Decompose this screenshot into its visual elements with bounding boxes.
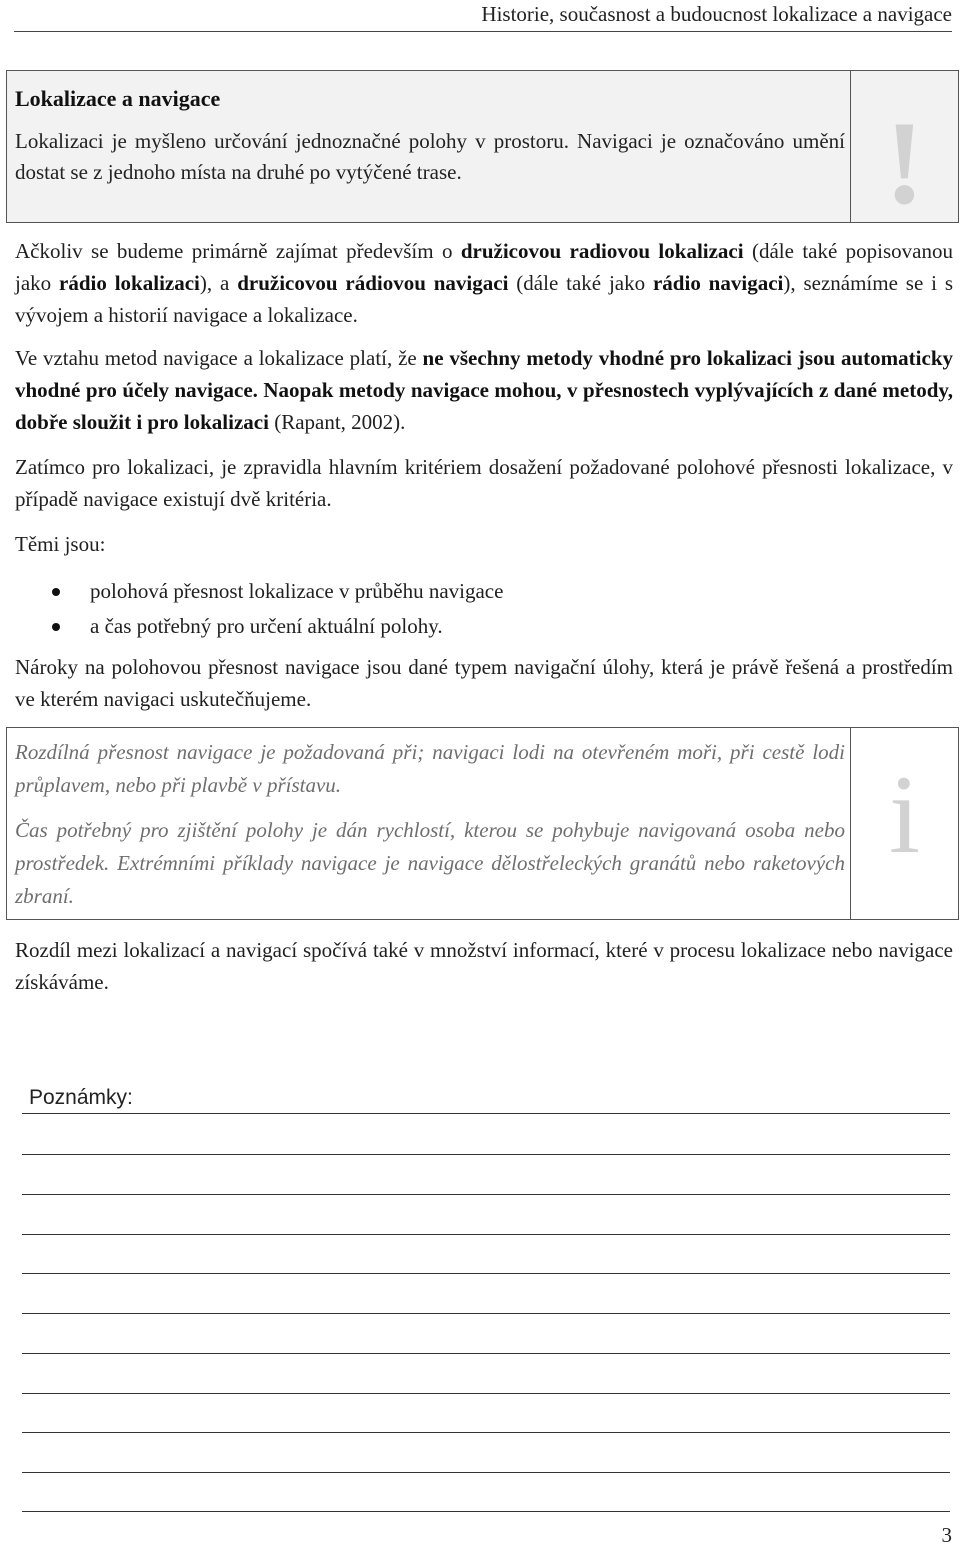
bullet-icon bbox=[52, 623, 60, 631]
paragraph-list-intro: Těmi jsou: bbox=[15, 532, 106, 556]
list-item-text: a čas potřebný pro určení aktuální polohy. bbox=[90, 614, 443, 638]
paragraph-methods bbox=[15, 342, 953, 438]
criteria-list bbox=[15, 574, 915, 644]
list-item-text: polohová přesnost lokalizace v průběhu navigace bbox=[90, 579, 504, 603]
text-run: Ve vztahu metod navigace a lokalizace platí, že bbox=[15, 346, 423, 370]
note-line[interactable] bbox=[22, 1511, 950, 1512]
definition-title: Lokalizace a navigace bbox=[15, 86, 221, 111]
paragraph-intro bbox=[15, 235, 953, 331]
note-line[interactable] bbox=[22, 1234, 950, 1235]
definition-text: Lokalizaci je myšleno určování jednoznačné polohy v prostoru. Navigaci je označováno umění dostat se z jednoho místa na druhé po vytýčené trase. bbox=[15, 129, 845, 184]
note-line[interactable] bbox=[22, 1273, 950, 1274]
info-paragraph-1: Rozdílná přesnost navigace je požadovaná při; navigaci lodi na otevřeném moři, při cestě lodi průplavem, nebo při plavbě v přístavu. bbox=[15, 740, 845, 797]
text-run: ), seznámíme se i s vývojem a historií navigace a lokalizace. bbox=[15, 271, 954, 327]
bold-term: rádio lokalizaci bbox=[59, 271, 200, 295]
bold-statement: ne všechny metody vhodné pro lokalizaci jsou automaticky vhodné pro účely navigace. bbox=[15, 346, 953, 402]
page-number: 3 bbox=[941, 1523, 952, 1547]
note-line[interactable] bbox=[22, 1472, 950, 1473]
citation: (Rapant, 2002). bbox=[268, 410, 406, 434]
note-line[interactable] bbox=[22, 1432, 950, 1433]
text-run: (dále také jako bbox=[508, 271, 653, 295]
paragraph-criteria: Zatímco pro lokalizaci, je zpravidla hlavním kritériem dosažení požadované polohové přesnosti lokalizace, v případě navigace existují dvě kritéria. bbox=[15, 455, 953, 511]
text-run: (dále také popisovanou jako bbox=[15, 239, 953, 295]
definition-box bbox=[6, 70, 959, 229]
bold-term: družicovou rádiovou navigaci bbox=[237, 271, 509, 295]
bold-term: rádio navigaci bbox=[652, 271, 784, 295]
text-run: ), a bbox=[199, 271, 238, 295]
paragraph-requirements: Nároky na polohovou přesnost navigace jsou dané typem navigační úlohy, která je právě řešená a prostředím ve kterém navigaci uskutečňujeme. bbox=[15, 655, 953, 711]
list-item bbox=[15, 609, 915, 644]
paragraph-difference: Rozdíl mezi lokalizací a navigací spočívá také v množství informací, které v procesu lokalizace nebo navigace získáváme. bbox=[15, 938, 953, 994]
info-icon: i bbox=[888, 753, 921, 877]
note-line[interactable] bbox=[22, 1313, 950, 1314]
info-box bbox=[6, 727, 959, 920]
bullet-icon bbox=[52, 588, 60, 596]
bold-statement: Naopak metody navigace mohou, v přesnostech vyplývajících z dané metody, dobře sloužit i pro lokalizaci bbox=[15, 378, 954, 434]
header-title: Historie, současnost a budoucnost lokalizace a navigace bbox=[481, 2, 952, 26]
note-line[interactable] bbox=[22, 1393, 950, 1394]
list-item bbox=[15, 574, 915, 609]
note-line[interactable] bbox=[22, 1154, 950, 1155]
bold-term: družicovou radiovou lokalizaci bbox=[460, 239, 744, 263]
note-line[interactable] bbox=[22, 1353, 950, 1354]
notes-label: Poznámky: bbox=[29, 1086, 133, 1109]
exclamation-icon: ! bbox=[884, 96, 925, 229]
note-line[interactable] bbox=[22, 1113, 950, 1114]
note-line[interactable] bbox=[22, 1194, 950, 1195]
text-run: Ačkoliv se budeme primárně zajímat především o bbox=[15, 239, 461, 263]
page-header bbox=[14, 0, 952, 32]
info-paragraph-2: Čas potřebný pro zjištění polohy je dán rychlostí, kterou se pohybuje navigovaná osoba nebo prostředek. Extrémními příklady navigace je navigace dělostřeleckých granátů nebo raketových zbraní. bbox=[15, 818, 845, 908]
